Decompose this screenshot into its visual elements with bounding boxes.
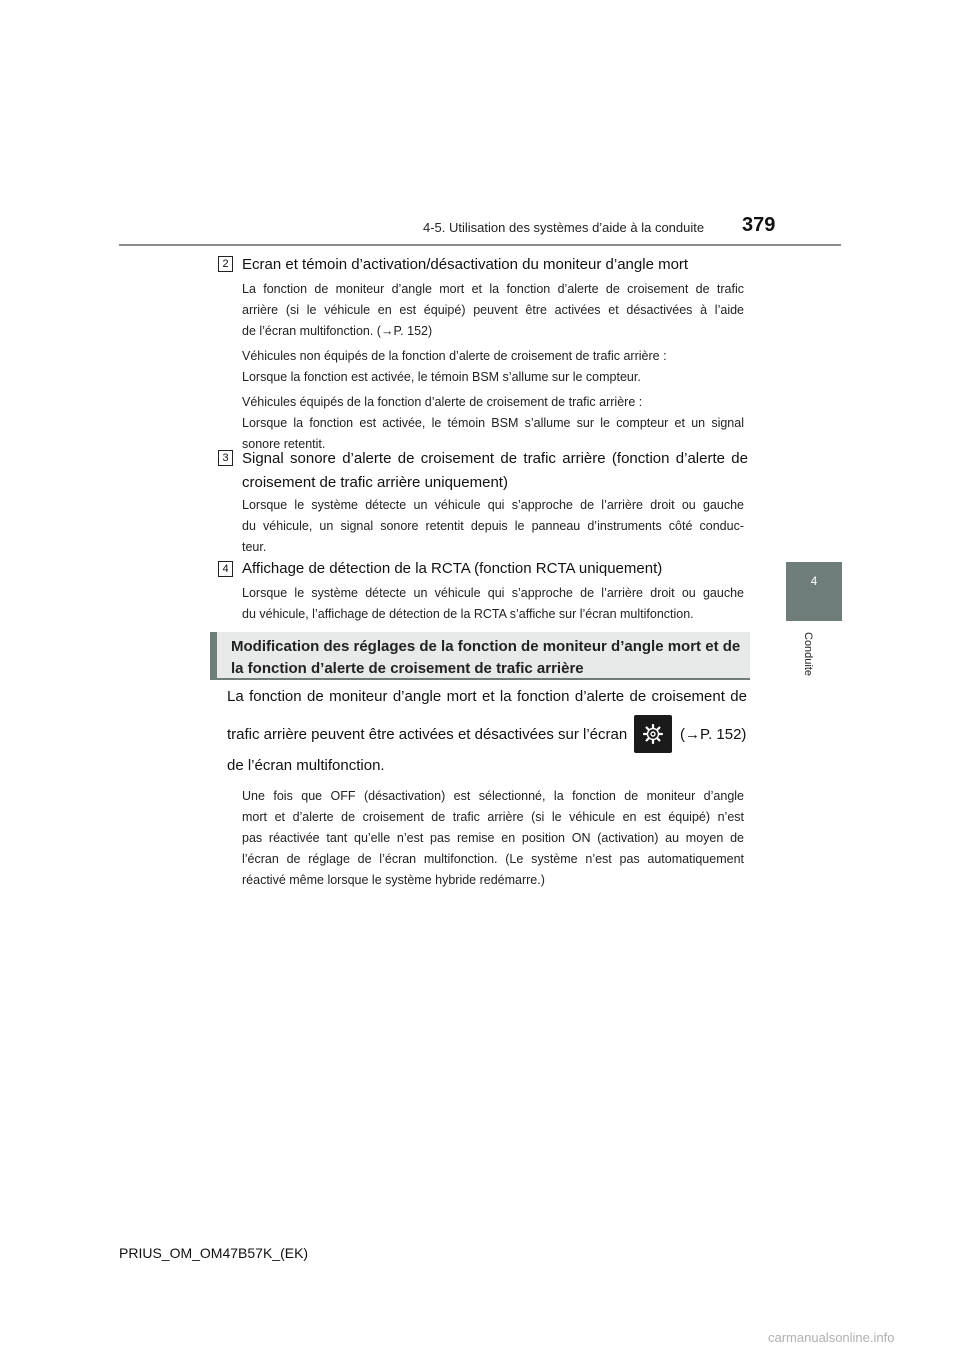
paragraph-line: La fonction de moniteur d’angle mort et la fonction d’alerte de croisement de: [227, 688, 747, 705]
body-line: du véhicule, un signal sonore retentit depuis le panneau d’instruments côté conduc-: [242, 519, 744, 533]
page-number: 379: [742, 214, 776, 236]
chapter-tab: [786, 562, 842, 621]
note-line: mort et d’alerte de croisement de trafic arrière (si le véhicule en est équipé) n’est: [242, 810, 744, 824]
section-title: 4-5. Utilisation des systèmes d’aide à la conduite: [423, 220, 705, 235]
banner-heading: [231, 636, 751, 680]
body-line: Véhicules non équipés de la fonction d’alerte de croisement de trafic arrière :: [242, 349, 667, 363]
item-title: Affichage de détection de la RCTA (fonction RCTA uniquement): [242, 560, 663, 577]
item-body: [242, 583, 744, 625]
settings-gear-icon: [634, 715, 672, 753]
paragraph-line: de l’écran multifonction.: [227, 757, 385, 774]
section-banner: [210, 632, 750, 678]
chapter-label-container: [800, 632, 814, 692]
body-line: arrière (si le véhicule en est équipé) peuvent être activées et désactivées à l’aide: [242, 303, 744, 317]
body-line: Lorsque le système détecte un véhicule qui s’approche de l’arrière droit ou gauche: [242, 586, 744, 600]
body-line: Lorsque le système détecte un véhicule qui s’approche de l’arrière droit ou gauche: [242, 498, 744, 512]
page-reference: (→P. 152): [680, 726, 747, 743]
paragraph-line: trafic arrière peuvent être activées et désactivées sur l’écran: [227, 726, 628, 743]
body-line: de l’écran multifonction. (→P. 152): [242, 324, 433, 338]
chapter-number: 4: [810, 574, 818, 588]
body-line: teur.: [242, 540, 267, 554]
note-text: [242, 786, 744, 891]
item-number-badge: 4: [218, 561, 233, 577]
watermark-text: carmanualsonline.info: [768, 1330, 895, 1345]
item-title: Ecran et témoin d’activation/désactivation du moniteur d’angle mort: [242, 256, 689, 273]
banner-line: la fonction d’alerte de croisement de trafic arrière: [231, 660, 584, 677]
item-body: [242, 279, 744, 455]
item-title: [242, 447, 748, 495]
note-line: Une fois que OFF (désactivation) est sélectionné, la fonction de moniteur d’angle: [242, 789, 744, 803]
item-body: [242, 495, 744, 558]
item-number-badge: 3: [218, 450, 233, 466]
body-line: Lorsque la fonction est activée, le témoin BSM s’allume sur le compteur.: [242, 370, 641, 384]
body-line: sonore retentit.: [242, 437, 326, 451]
body-line: Lorsque la fonction est activée, le témoin BSM s’allume sur le compteur et un signal: [242, 416, 744, 430]
item-number-badge: 2: [218, 256, 233, 272]
note-line: réactivé même lorsque le système hybride redémarre.): [242, 873, 545, 887]
document-id: PRIUS_OM_OM47B57K_(EK): [119, 1245, 309, 1261]
banner-divider: [210, 678, 750, 680]
title-line: croisement de trafic arrière uniquement): [242, 474, 508, 491]
title-line: Signal sonore d’alerte de croisement de trafic arrière (fonction d’alerte de: [242, 450, 748, 467]
body-line: du véhicule, l’affichage de détection de la RCTA s’affiche sur l’écran multifonction.: [242, 607, 694, 621]
chapter-label: Conduite: [802, 632, 814, 677]
body-line: Véhicules équipés de la fonction d’alerte de croisement de trafic arrière :: [242, 395, 643, 409]
note-line: l’écran de réglage de l’écran multifonction. (Le système n’est pas automatiquement: [242, 852, 744, 866]
body-line: La fonction de moniteur d’angle mort et la fonction d’alerte de croisement de trafic: [242, 282, 744, 296]
gear-icon-graphic: [634, 715, 672, 753]
banner-line: Modification des réglages de la fonction de moniteur d’angle mort et de: [231, 638, 741, 655]
header-divider: [119, 244, 841, 246]
note-line: pas réactivée tant qu’elle n’est pas remise en position ON (activation) au moyen de: [242, 831, 744, 845]
